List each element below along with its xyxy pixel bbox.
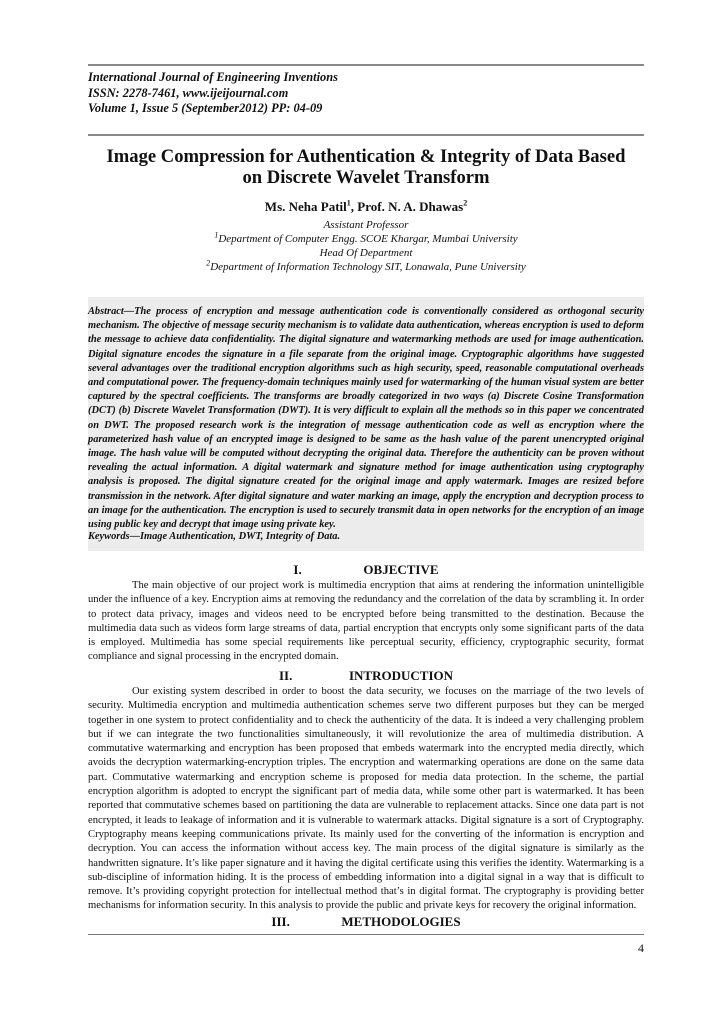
- header-top-rule: [88, 64, 644, 66]
- footer-rule: [88, 934, 644, 935]
- section-heading-introduction: [88, 668, 644, 684]
- section-heading-methodologies: [88, 914, 644, 930]
- header-bottom-rule: [88, 134, 644, 136]
- author-1: Ms. Neha Patil: [264, 199, 347, 214]
- section-number: I.: [293, 562, 302, 577]
- page-number: 4: [638, 941, 644, 955]
- affiliation-1-superscript: 1: [214, 230, 219, 240]
- author-1-superscript: 1: [346, 198, 351, 208]
- author-separator: ,: [350, 199, 358, 214]
- affiliation-2-dept: Department of Information Technology SIT, Lonawala, Pune University: [210, 261, 526, 273]
- author-line: [88, 199, 644, 215]
- affiliation-2: [88, 258, 644, 273]
- section-number: III.: [271, 914, 290, 929]
- paper-title: [88, 146, 644, 188]
- paper-title-line2: on Discrete Wavelet Transform: [242, 167, 490, 188]
- introduction-paragraph: [88, 685, 644, 914]
- affiliation-1: [88, 230, 644, 245]
- introduction-text: Our existing system described in order to boost the data security, we focuses on the marriage of the two levels of security. Multimedia encryption and multimedia authentication schemes serve two different purposes but they can be merged together in one system to protect confidentiality and to check the authenticity of the data. It is indeed a very challenging problem but if we can integrate the two functionalities simultaneously, it will revolutionize the area of multimedia distribution. A commutative watermarking and encryption has been proposed that embeds watermark into the encrypted media directly, which avoids the decryption watermarking-encryption triples. The encryption and watermarking operations are done on the same data part. Commutative watermarking and encryption scheme is proposed for media data protection. In the scheme, the partial encryption algorithm is adopted to encrypt the significant part of media data, while some other part is watermarked. It has been reported that commutative schemes based on partitioning the data are vulnerable to replacement attacks. Since one data part is not encrypted, it leads to leakage of information and it is vulnerable to watermark attacks. Digital signature is a sort of Cryptography. Cryptography means keeping communications private. Its mainly used for the converting of the information is encryption and decryption. You can access the information without access key. The main process of the digital signature is similarly as the handwritten signature. It’s like paper signature and it having the digital certificate using this verifies the identity. Watermarking is a sub-discipline of information hiding. It is the process of embedding information into a digital signal in a way that is difficult to remove. It’s providing copyright protection for intellectual method that’s in digital format. The cryptography is providing better mechanisms for information security. In this analysis to provide the public and private keys for recovery the original information.: [88, 686, 644, 912]
- affiliation-1-role: Assistant Professor: [323, 219, 409, 231]
- journal-issn: ISSN: 2278-7461, www.ijeijournal.com: [88, 85, 289, 100]
- section-title: OBJECTIVE: [363, 562, 439, 577]
- abstract-text: Abstract—The process of encryption and message authentication code is conventionally considered as orthogonal security mechanism. The objective of message security mechanism is to validate data authentication, whereas encryption is used to deform the message to achieve data confidentiality. The digital signature and watermarking methods are used for image authentication. Digital signature encodes the signature in a file separate from the original image. Cryptographic algorithms have suggested several advantages over the traditional encryption algorithms such as high security, speed, reasonable computational overheads and computational power. The frequency-domain techniques mainly used for watermarking of the human visual system are better captured by the spectral coefficients. The transforms are broadly categorized in two ways (a) Discrete Cosine Transformation (DCT) (b) Discrete Wavelet Transformation (DWT). It is very difficult to explain all the methods so in this paper we concentrated on DWT. The proposed research work is the integration of message authentication code as well as encryption where the parameterized hash value of an encrypted image is designed to be same as the hash value of the parent unencrypted original image. The hash value will be computed without decrypting the original data. Therefore the authenticity can be proven without revealing the actual information. A digital watermark and signature method for image authentication using cryptography analysis is proposed. The digital signature created for the original image and apply watermark. Images are resized before transmission in the network. After digital signature and water marking an image, apply the encryption and decryption process to an image for the authentication. The encryption is used to securely transmit data in open networks for the encryption of an image using public key and decrypt that image using private key.: [88, 306, 644, 531]
- affiliation-2-role: Head Of Department: [319, 247, 413, 259]
- objective-text: The main objective of our project work is multimedia encryption that aims at rendering the information unintelligible under the influence of a key. Encryption aims at removing the redundancy and the correlation of the data by scrambling it. In order to protect data privacy, images and videos need to be encrypted before being transmitted to the destination. Because the multimedia data such as videos form large streams of data, partial encryption that encrypts only some significant parts of the data is employed. Multimedia has some special requirements like perceptual security, efficiency, cryptographic security, format compliance and signal processing in the encrypted domain.: [88, 580, 644, 663]
- journal-name: International Journal of Engineering Inventions: [88, 70, 338, 84]
- journal-header: [88, 70, 644, 117]
- section-title: METHODOLOGIES: [341, 914, 461, 929]
- author-2: Prof. N. A. Dhawas: [357, 199, 464, 214]
- section-heading-objective: [88, 562, 644, 578]
- objective-paragraph: [88, 579, 644, 665]
- journal-volume: Volume 1, Issue 5 (September2012) PP: 04-09: [88, 101, 323, 115]
- affiliation-2-superscript: 2: [206, 258, 211, 268]
- affiliation-1-dept: Department of Computer Engg. SCOE Khargar, Mumbai University: [218, 233, 518, 245]
- paper-title-line1: Image Compression for Authentication & Integrity of Data Based: [106, 146, 626, 167]
- author-2-superscript: 2: [463, 198, 468, 208]
- keywords: Keywords—Image Authentication, DWT, Integrity of Data.: [88, 531, 341, 542]
- section-number: II.: [278, 668, 293, 683]
- section-title: INTRODUCTION: [348, 668, 453, 683]
